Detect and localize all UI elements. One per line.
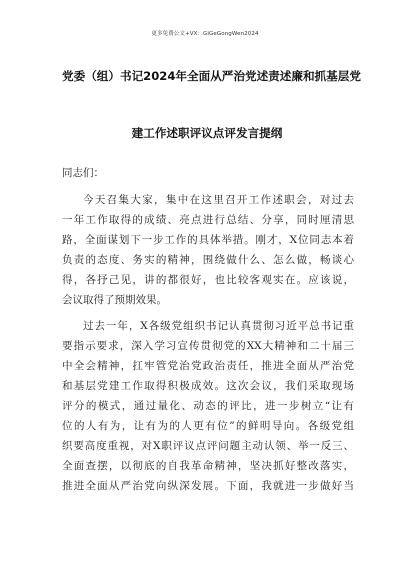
paragraph-line: 会议取得了预期效果。 xyxy=(62,294,167,306)
paragraph-line: 织要高度重视，对X职评议点评问题主动认领、举一反三、 xyxy=(62,440,354,452)
paragraph-line: 推进全面从严治党向纵深发展。下面，我就进一步做好当 xyxy=(62,480,354,492)
document-title-line-1: 党委（组）书记2024年全面从严治党述责述廉和抓基层党 xyxy=(62,69,361,83)
greeting: 同志们： xyxy=(62,167,104,179)
paragraph-line: 得，各抒己见，讲的都很好，也比较客观实在。应该说， xyxy=(62,274,354,286)
paragraph-line: 全面查摆，以彻底的自我革命精神，坚决抓好整改落实， xyxy=(62,460,354,472)
page-header: 更多免费公文+VX：GiGeGongWen2024 xyxy=(151,31,259,37)
paragraph-line: 今天召集大家，集中在这里召开工作述职会，对过去 xyxy=(83,194,354,206)
paragraph-line: 和基层党建工作取得积极成效。这次会议，我们采取现场 xyxy=(62,380,354,392)
paragraph-line: 过去一年，X各级党组织书记认真贯彻习近平总书记重 xyxy=(83,320,354,332)
paragraph-line: 位的人有为，让有为的人更有位”的鲜明导向。各级党组 xyxy=(62,420,354,432)
paragraph-line: 中全会精神，扛牢管党治党政治责任，推进全面从严治党 xyxy=(62,360,354,372)
document-title-line-2: 建工作述职评议点评发言提纲 xyxy=(131,126,283,140)
paragraph-line: 一年工作取得的成绩、亮点进行总结、分享，同时厘清思 xyxy=(62,214,354,226)
paragraph-line: 评分的模式，通过量化、动态的评比，进一步树立“让有 xyxy=(62,400,354,412)
paragraph-line: 路，全面谋划下一步工作的具体举措。刚才，X位同志本着 xyxy=(62,234,354,246)
paragraph-line: 负责的态度、务实的精神，围绕做什么、怎么做，畅谈心 xyxy=(62,254,354,266)
paragraph-line: 要指示要求，深入学习宣传贯彻党的XX大精神和二十届三 xyxy=(62,340,354,352)
